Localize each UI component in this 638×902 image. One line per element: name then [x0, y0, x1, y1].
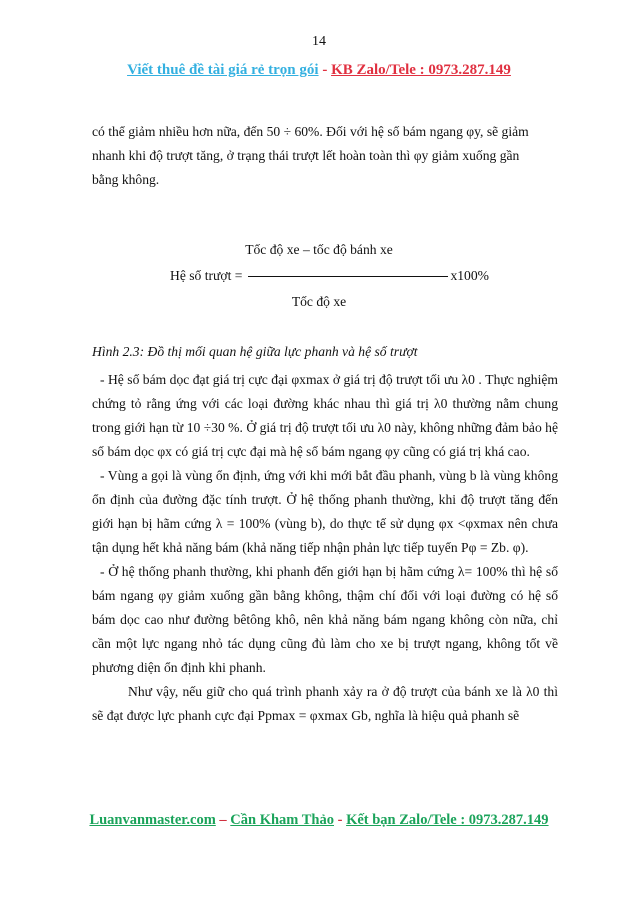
footer-dash: – — [215, 812, 231, 828]
main-text — [92, 368, 558, 728]
formula-numerator: Tốc độ xe – tốc độ bánh xe — [245, 242, 393, 257]
paragraph-stability-zones: - Vùng a gọi là vùng ổn định, ứng với khi mới bắt đầu phanh, vùng b là vùng không ổn định của đường đặc tính trượt. Ở hệ thống phanh thường, khi độ trượt tăng đến giới hạn bị hãm cứng λ = 100% (vùng b), do thực tế sử dụng φx <φxmax nên chưa tận dụng hết khả năng bám (khả năng tiếp nhận phản lực tiếp tuyến Pφ = Zb. φ). — [92, 468, 558, 555]
paragraph-optimal-slip: - Hệ số bám dọc đạt giá trị cực đại φxmax ở giá trị độ trượt tối ưu λ0 . Thực nghiệm chứng tỏ rằng ứng với các loại đường khác nhau thì giá trị λ0 thường nằm chung trong giới hạn từ 10 ÷30 %. Ở giá trị độ trượt tối ưu λ0 này, không những đảm bảo hệ số bám dọc φx có giá trị cực đại mà hệ số bám ngang φy cũng có giá trị khá cao. — [92, 372, 558, 459]
header-separator: - — [318, 62, 332, 78]
intro-line-2: nhanh khi độ trượt tăng, ở trạng thái trượt lết hoàn toàn thì φy giảm xuống gần — [92, 148, 520, 163]
paragraph-conclusion: Như vậy, nếu giữ cho quá trình phanh xảy ra ở độ trượt của bánh xe là λ0 thì sẽ đạt được lực phanh cực đại Ppmax = φxmax Gb, nghĩa là hiệu quả phanh sẽ — [92, 684, 558, 723]
intro-line-3: bằng không. — [92, 172, 160, 187]
paragraph-lateral-grip: - Ở hệ thống phanh thường, khi phanh đến giới hạn bị hãm cứng λ= 100% thì hệ số bám ngang φy giảm xuống gần bằng không, thậm chí đối với loại đường có hệ số bám dọc cao như đường bêtông khô, nên khả năng bám ngang không còn nữa, chỉ cần một lực ngang nhỏ tác dụng cũng đủ làm cho xe bị trượt ngang, không tốt về phương diện ổn định khi phanh. — [92, 564, 558, 675]
footer-banner — [0, 812, 638, 829]
page-number: 14 — [312, 34, 326, 49]
formula-lhs: Hệ số trượt = — [170, 268, 243, 283]
fraction-bar — [248, 276, 448, 277]
footer-contact-link[interactable]: Kết bạn Zalo/Tele : 0973.287.149 — [346, 812, 549, 828]
header-service-link[interactable]: Viết thuê đề tài giá rẻ trọn gói — [127, 62, 319, 78]
intro-paragraph — [92, 120, 558, 192]
figure-caption: Hình 2.3: Đồ thị mối quan hệ giữa lực phanh và hệ số trượt — [92, 344, 418, 359]
footer-service-link[interactable]: Cần Kham Thảo — [230, 812, 334, 828]
header-banner — [0, 62, 638, 79]
footer-site-link[interactable]: Luanvanmaster.com — [89, 812, 216, 828]
footer-separator: - — [333, 812, 347, 828]
formula-line — [170, 268, 570, 284]
intro-line-1: có thể giảm nhiều hơn nữa, đến 50 ÷ 60%. Đối với hệ số bám ngang φy, sẽ giảm — [92, 124, 529, 139]
formula-denominator: Tốc độ xe — [291, 294, 347, 309]
header-contact-link[interactable]: KB Zalo/Tele : 0973.287.149 — [331, 62, 511, 78]
formula-multiplier: x100% — [450, 268, 489, 283]
